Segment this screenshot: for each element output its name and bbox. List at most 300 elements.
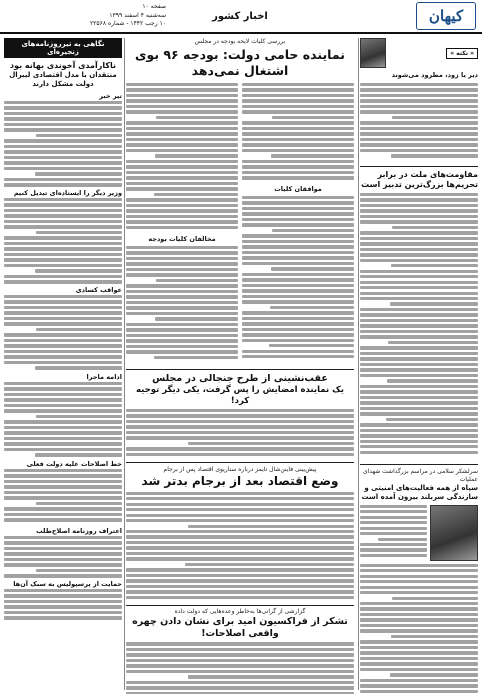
text-line [126, 94, 238, 97]
column-divider [358, 38, 359, 690]
text-line [360, 209, 478, 212]
text-line [242, 339, 354, 342]
text-line [185, 563, 354, 566]
text-line [360, 270, 478, 273]
text-line [126, 686, 354, 689]
digest-body [4, 589, 122, 623]
text-line [35, 366, 122, 369]
text-line [126, 453, 354, 456]
text-line [126, 535, 354, 538]
text-line [4, 361, 122, 364]
text-line [126, 198, 238, 201]
text-line [4, 518, 122, 521]
text-line [360, 143, 478, 146]
text-line [271, 154, 354, 157]
text-line [360, 510, 427, 513]
text-line [4, 128, 122, 131]
text-line [242, 99, 354, 102]
text-line [4, 616, 122, 619]
text-line [360, 564, 478, 567]
text-line [154, 356, 238, 359]
text-line [390, 673, 479, 676]
text-line [126, 585, 354, 588]
text-line [4, 112, 122, 115]
sub1-title: مخالفان کلیات بودجه [148, 235, 216, 243]
digest-body [4, 101, 122, 189]
text-line [242, 278, 354, 281]
text-line [242, 289, 354, 292]
text-line [4, 247, 122, 250]
text-line [386, 418, 478, 421]
text-line [4, 491, 122, 494]
text-line [242, 132, 354, 135]
text-line [360, 94, 478, 97]
text-line [4, 600, 122, 603]
text-line [242, 176, 354, 179]
text-line [270, 306, 354, 309]
lead-headline[interactable]: نماینده حامی دولت: بودجه ۹۶ بوی اشتغال نمی‌دهد [135, 47, 345, 78]
text-line [4, 156, 122, 159]
text-line [126, 105, 238, 108]
text-line [126, 215, 238, 218]
text-line [4, 387, 122, 390]
item1-body [360, 83, 478, 163]
text-line [242, 355, 354, 358]
text-line [126, 295, 238, 298]
text-line [360, 132, 478, 135]
text-line [360, 83, 478, 86]
commander-photo [430, 505, 478, 561]
text-line [4, 214, 122, 217]
text-line [126, 268, 238, 271]
text-line [360, 657, 478, 660]
text-line [36, 569, 122, 572]
text-line [360, 668, 478, 671]
sub-head: تیر خبر [99, 92, 122, 100]
text-line [360, 198, 478, 201]
text-line [126, 648, 354, 651]
text-line [4, 161, 122, 164]
text-line [242, 171, 354, 174]
text-line [360, 138, 478, 141]
text-line [392, 597, 478, 600]
text-line [126, 301, 238, 304]
text-line [4, 225, 122, 228]
text-line [36, 231, 122, 234]
text-line [360, 684, 478, 687]
text-line [360, 396, 478, 399]
story2-subheadline: یک نماینده امضایش را پس گرفت، یکی دیگر توجیه کرد! [135, 384, 345, 406]
lead-body-col [126, 246, 238, 366]
text-line [154, 193, 238, 196]
text-line [4, 275, 122, 278]
text-line [126, 171, 238, 174]
text-line [188, 442, 354, 445]
text-line [391, 264, 478, 267]
text-line [242, 143, 354, 146]
text-line [4, 220, 122, 223]
text-line [126, 574, 354, 577]
digest-body [4, 469, 122, 527]
digest-box-title: نگاهی به تیرروزنامه‌های زنجیره‌ای [4, 38, 122, 58]
text-line [126, 420, 354, 423]
item3-kicker: سرلشکر سلامی در مراسم بزرگداشت شهدای عملیات [362, 467, 478, 483]
text-line [391, 635, 478, 638]
text-line [360, 357, 478, 360]
text-line [242, 212, 354, 215]
sub-head: خط اصلاحات علیه دولت فعلی [26, 460, 122, 468]
text-line [360, 423, 478, 426]
text-line [35, 172, 122, 175]
text-line [35, 269, 122, 272]
text-line [4, 605, 122, 608]
text-line [126, 306, 238, 309]
text-line [4, 242, 122, 245]
text-line [360, 690, 478, 693]
text-line [126, 596, 354, 599]
text-line [242, 273, 354, 276]
text-line [126, 165, 238, 168]
text-line [126, 204, 238, 207]
text-line [155, 317, 238, 320]
text-line [4, 393, 122, 396]
text-line [4, 426, 122, 429]
item3-title[interactable]: سپاه از همه فعالیت‌های امنیتی و سازندگی سربلند بیرون آمده است [361, 483, 478, 501]
text-line [188, 675, 354, 678]
text-line [360, 204, 478, 207]
sub-head: وزیر دیگر را ایستاده‌ای تبدیل کنیم [13, 189, 122, 197]
text-line [126, 176, 238, 179]
text-line [126, 414, 354, 417]
text-line [126, 334, 238, 337]
text-line [242, 201, 354, 204]
text-line [360, 237, 478, 240]
text-line [4, 236, 122, 239]
text-line [4, 311, 122, 314]
text-line [126, 436, 354, 439]
text-line [242, 311, 354, 314]
text-line [126, 132, 238, 135]
text-line [126, 284, 238, 287]
text-line [360, 292, 478, 295]
text-line [392, 116, 478, 119]
text-line [242, 333, 354, 336]
text-line [4, 594, 122, 597]
sub-head: ادامه ماجرا [86, 373, 122, 381]
text-line [242, 317, 354, 320]
text-line [126, 514, 354, 517]
text-line [242, 223, 354, 226]
text-line [360, 646, 478, 649]
text-line [360, 624, 478, 627]
text-line [4, 513, 122, 516]
text-line [360, 527, 427, 530]
text-line [4, 101, 122, 104]
text-line [4, 574, 122, 577]
text-line [360, 253, 478, 256]
text-line [126, 508, 354, 511]
text-line [392, 226, 478, 229]
item2-body [360, 193, 478, 461]
text-line [391, 154, 478, 157]
text-line [360, 330, 478, 333]
text-line [360, 352, 478, 355]
text-line [126, 127, 238, 130]
meta-line: ۱۰ رجب ۱۴۴۲ - شماره ۲۲۵۶۸ [89, 20, 166, 27]
text-line [126, 552, 354, 555]
text-line [4, 437, 122, 440]
text-line [126, 339, 238, 342]
text-line [272, 229, 354, 232]
text-line [4, 145, 122, 148]
text-line [360, 368, 478, 371]
text-line [4, 300, 122, 303]
text-line [126, 492, 354, 495]
text-line [4, 558, 122, 561]
text-line [360, 434, 478, 437]
sub-head: حمایت از پرسپولیس به سبک آن‌ها [13, 580, 122, 588]
text-line [360, 346, 478, 349]
text-line [272, 116, 354, 119]
text-line [360, 193, 478, 196]
text-line [360, 401, 478, 404]
lead-kicker: بررسی کلیات لایحه بودجه در مجلس [194, 38, 286, 45]
text-line [242, 256, 354, 259]
text-line [360, 451, 478, 454]
text-line [4, 589, 122, 592]
text-line [4, 480, 122, 483]
masthead [0, 0, 482, 34]
text-line [360, 319, 478, 322]
digest-body [4, 382, 122, 460]
note-tag[interactable]: « نکته » [446, 48, 478, 59]
newspaper-logo[interactable] [416, 2, 476, 30]
text-line [360, 281, 478, 284]
text-line [360, 679, 478, 682]
text-line [126, 138, 238, 141]
columnist-photo [360, 38, 386, 68]
text-line [126, 519, 354, 522]
text-line [360, 335, 478, 338]
text-line [360, 651, 478, 654]
digest-body [4, 198, 122, 286]
text-line [271, 267, 354, 270]
text-line [4, 469, 122, 472]
digest-body [4, 536, 122, 580]
text-line [4, 322, 122, 325]
text-line [156, 279, 238, 282]
story3-headline[interactable]: وضع اقتصاد بعد از برجام بدتر شد [141, 473, 339, 488]
text-line [4, 258, 122, 261]
text-line [360, 313, 478, 316]
sub2-title: موافقان کلیات [274, 185, 322, 193]
story4-body [126, 642, 354, 694]
text-line [4, 442, 122, 445]
text-line [242, 138, 354, 141]
digest-headline[interactable]: ناکارآمدی آخوندی بهانه بود [9, 61, 117, 70]
story3-kicker: پیش‌بینی فاینن‌شال تایمز درباره سناریوی اقتصاد پس از برجام [163, 465, 317, 473]
text-line [126, 290, 238, 293]
digest-body [4, 295, 122, 373]
text-line [4, 448, 122, 451]
issue-meta [6, 3, 166, 29]
text-line [360, 231, 478, 234]
text-line [126, 557, 354, 560]
text-line [360, 363, 478, 366]
text-line [242, 127, 354, 130]
story2-body [126, 409, 354, 459]
text-line [35, 453, 122, 456]
text-line [360, 297, 478, 300]
item3-body-a [360, 505, 427, 561]
middle-column [126, 38, 354, 690]
text-line [4, 350, 122, 353]
text-line [126, 350, 238, 353]
text-line [360, 575, 478, 578]
text-line [4, 344, 122, 347]
text-line [242, 350, 354, 353]
text-line [4, 355, 122, 358]
text-line [360, 521, 427, 524]
text-line [360, 127, 478, 130]
text-line [360, 613, 478, 616]
text-line [126, 209, 238, 212]
text-line [360, 554, 427, 557]
text-line [4, 547, 122, 550]
item3-body-b [360, 564, 478, 694]
text-line [360, 543, 427, 546]
divider [126, 462, 354, 463]
text-line [242, 322, 354, 325]
text-line [126, 257, 238, 260]
text-line [242, 218, 354, 221]
text-line [4, 106, 122, 109]
text-line [4, 280, 122, 283]
text-line [4, 139, 122, 142]
text-line [390, 302, 479, 305]
text-line [360, 629, 478, 632]
sub-head: اعتراف روزنامه اصلاح‌طلب [36, 527, 122, 535]
text-line [36, 134, 122, 137]
text-line [126, 88, 238, 91]
text-line [4, 474, 122, 477]
text-line [4, 198, 122, 201]
lead-body-col [126, 83, 238, 233]
text-line [126, 503, 354, 506]
text-line [126, 273, 238, 276]
text-line [242, 83, 354, 86]
text-line [156, 116, 238, 119]
text-line [360, 505, 427, 508]
text-line [242, 88, 354, 91]
text-line [4, 264, 122, 267]
text-line [4, 150, 122, 153]
text-line [242, 94, 354, 97]
text-line [4, 167, 122, 170]
text-line [4, 496, 122, 499]
text-line [4, 541, 122, 544]
text-line [360, 248, 478, 251]
text-line [4, 420, 122, 423]
text-line [360, 640, 478, 643]
text-line [126, 681, 354, 684]
text-line [126, 497, 354, 500]
text-line [360, 110, 478, 113]
item1-title[interactable]: دیر یا زود، مطرود می‌شوند [391, 71, 478, 79]
text-line [126, 312, 238, 315]
text-line [126, 251, 238, 254]
text-line [126, 160, 238, 163]
text-line [126, 664, 354, 667]
divider [126, 605, 354, 606]
text-line [126, 590, 354, 593]
text-line [188, 525, 354, 528]
text-line [242, 105, 354, 108]
text-line [126, 670, 354, 673]
item2-title[interactable]: مقاومت‌های ملت در برابر تحریم‌ها بزرگ‌ترین تدبیر است [361, 169, 478, 189]
text-line [126, 409, 354, 412]
text-line [126, 579, 354, 582]
logo-text: کیهان [428, 7, 464, 25]
text-line [360, 385, 478, 388]
text-line [4, 382, 122, 385]
text-line [242, 328, 354, 331]
story4-headline[interactable]: تشکر از فراکسیون امید برای نشان دادن چهره واقعی اصلاحات! [132, 616, 348, 640]
text-line [360, 324, 478, 327]
text-line [4, 398, 122, 401]
text-line [360, 215, 478, 218]
text-line [360, 374, 478, 377]
text-line [242, 262, 354, 265]
text-line [360, 440, 478, 443]
text-line [126, 328, 238, 331]
story2-headline[interactable]: عقب‌نشینی از طرح جنجالی در مجلس [152, 372, 328, 384]
divider [126, 369, 354, 370]
text-line [4, 117, 122, 120]
meta-line: سه‌شنبه ۴ اسفند ۱۳۹۹ [109, 11, 166, 19]
text-line [360, 407, 478, 410]
text-line [360, 532, 427, 535]
text-line [242, 300, 354, 303]
text-line [242, 110, 354, 113]
text-line [4, 317, 122, 320]
text-line [4, 485, 122, 488]
text-line [4, 183, 122, 186]
text-line [126, 110, 238, 113]
text-line [360, 516, 427, 519]
text-line [126, 121, 238, 124]
digest-subheadline: منتقدان با مدل اقتصادی لیبرال دولت مشکل دارند [9, 71, 117, 88]
text-line [126, 149, 238, 152]
text-line [126, 541, 354, 544]
divider [360, 166, 478, 167]
text-line [360, 259, 478, 262]
text-line [360, 286, 478, 289]
text-line [4, 404, 122, 407]
text-line [242, 121, 354, 124]
text-line [4, 507, 122, 510]
text-line [126, 99, 238, 102]
text-line [360, 618, 478, 621]
text-line [242, 245, 354, 248]
text-line [360, 445, 478, 448]
text-line [242, 207, 354, 210]
text-line [360, 220, 478, 223]
sub-head: عواقب کسادی [75, 286, 122, 294]
text-line [4, 563, 122, 566]
text-line [242, 160, 354, 163]
text-line [126, 425, 354, 428]
